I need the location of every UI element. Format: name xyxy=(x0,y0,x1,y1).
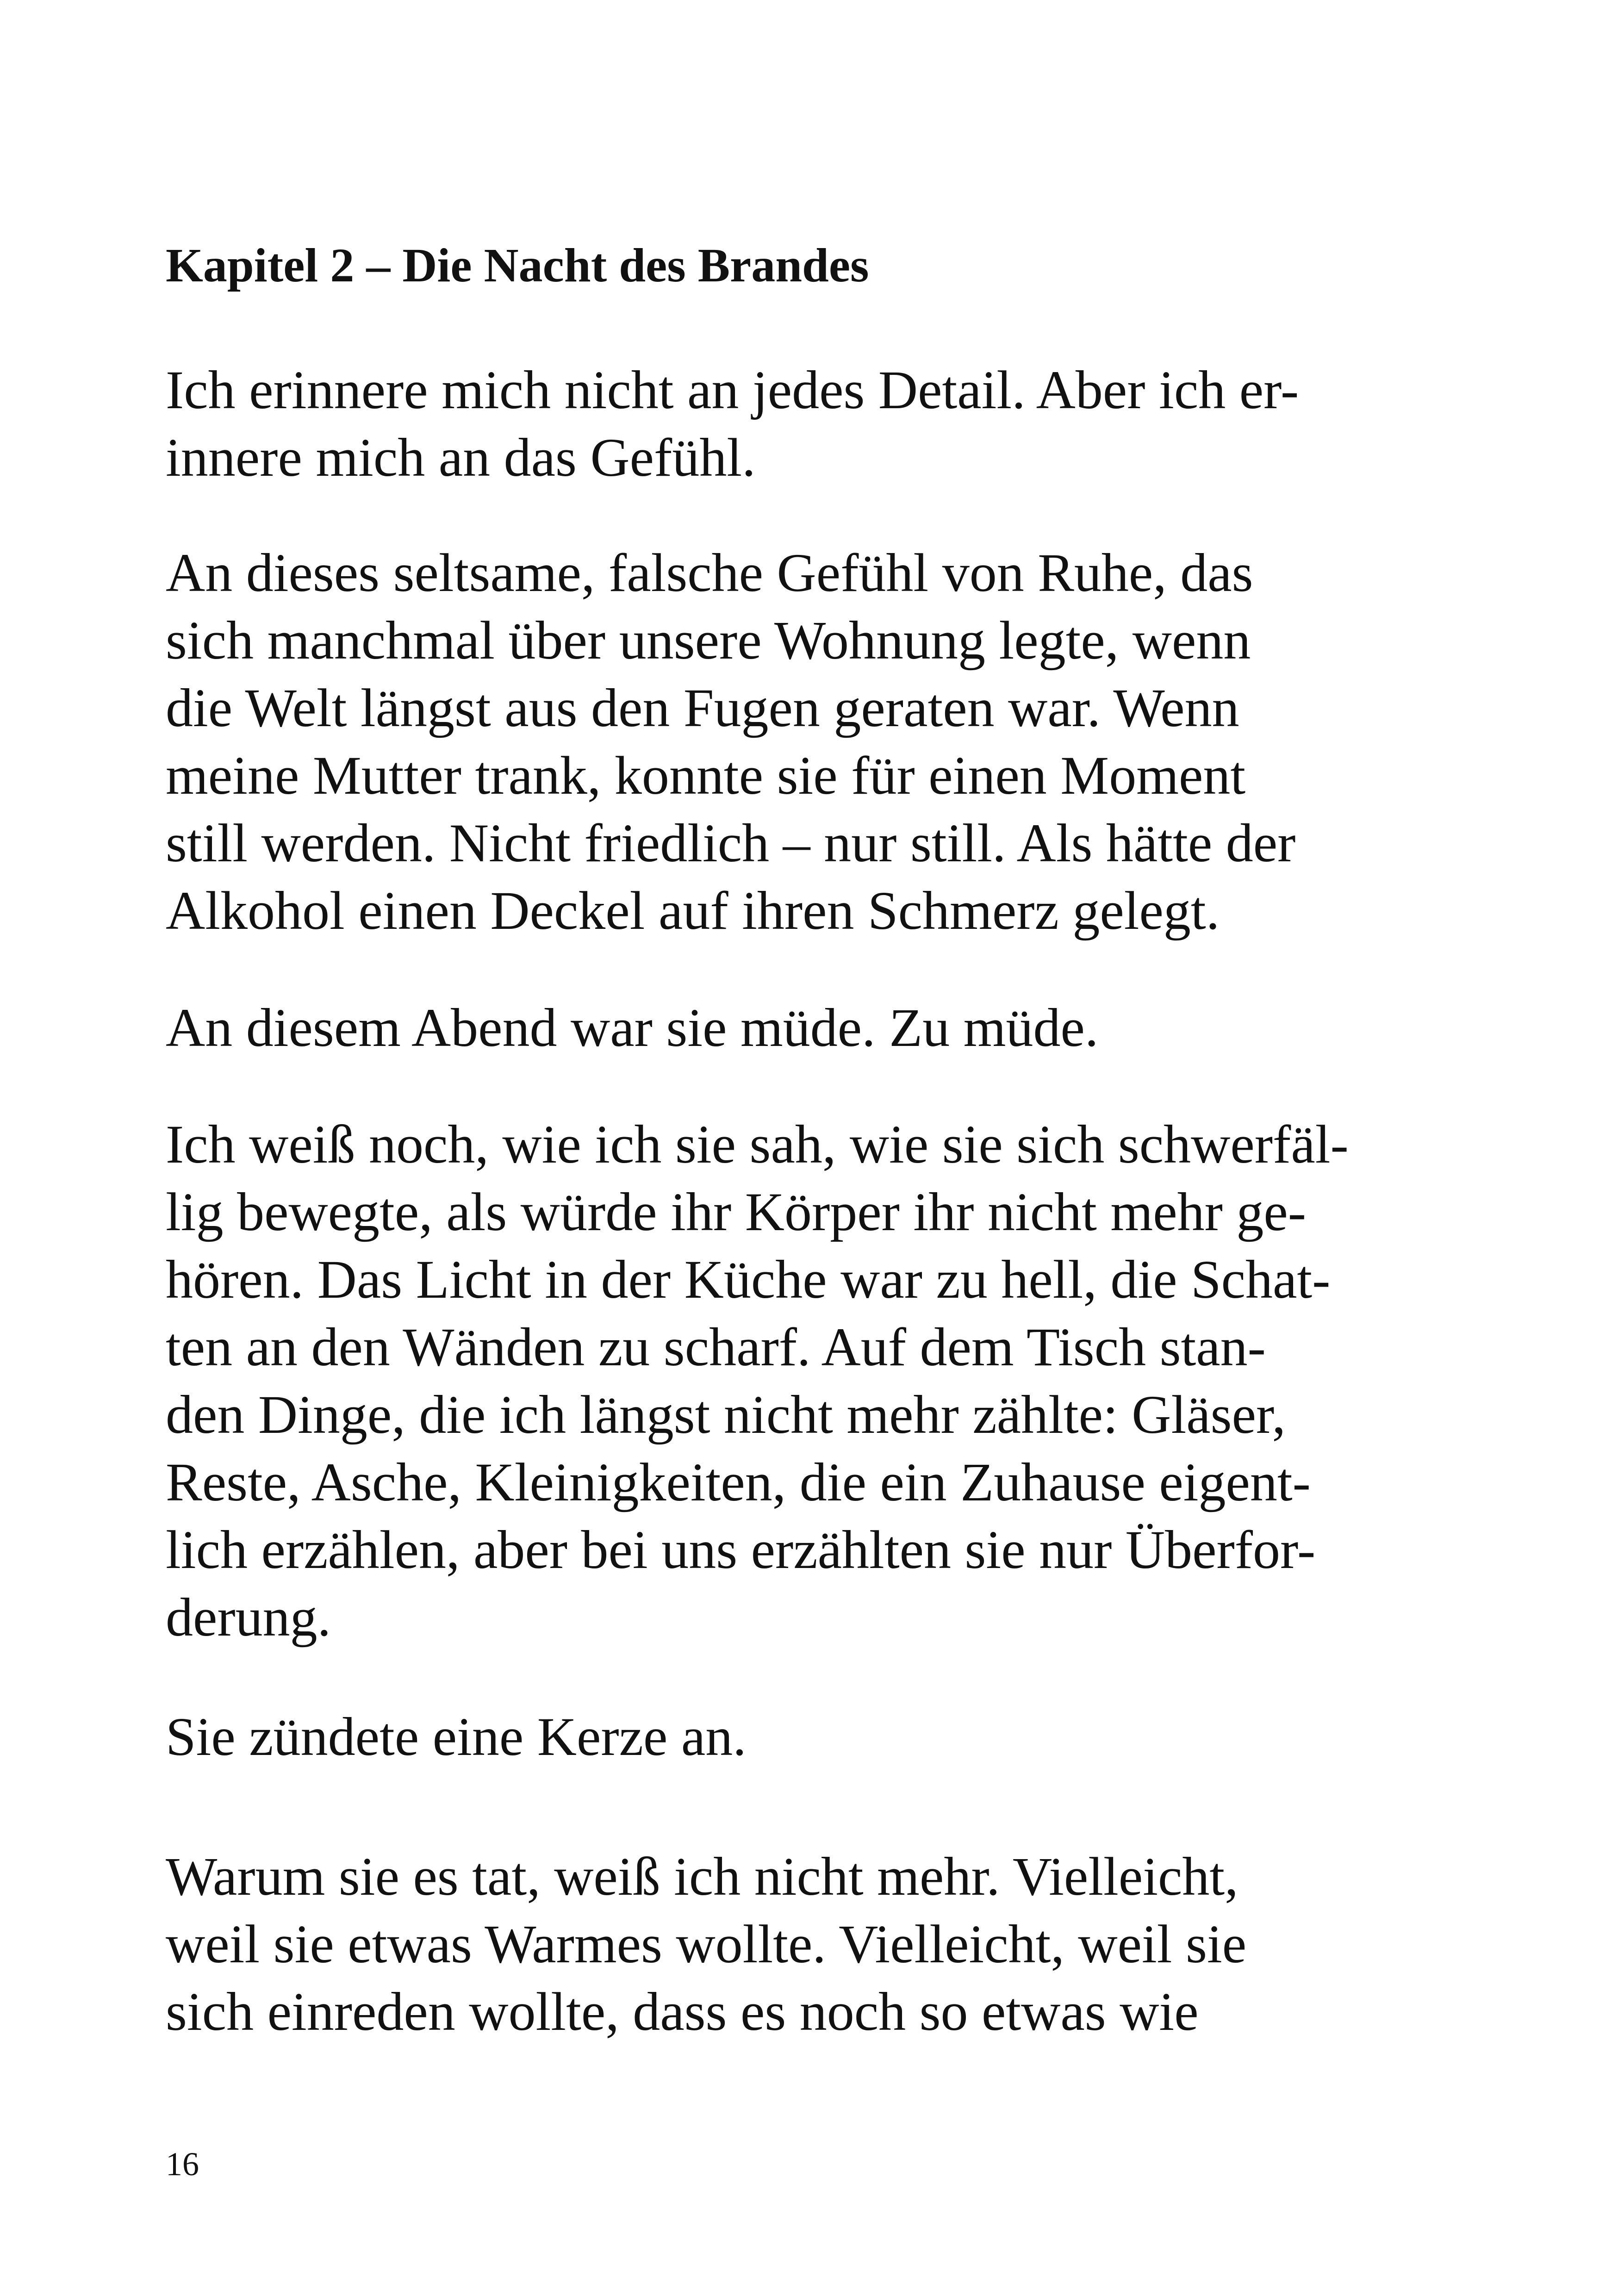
paragraph-3 xyxy=(166,994,1098,1062)
text-line: Sie zündete eine Kerze an. xyxy=(166,1706,747,1767)
text-line: den Dinge, die ich längst nicht mehr zählte: Gläser, xyxy=(166,1384,1286,1445)
text-line: innere mich an das Gefühl. xyxy=(166,427,756,488)
text-line: meine Mutter trank, konnte sie für einen Moment xyxy=(166,745,1246,806)
text-line: Ich weiß noch, wie ich sie sah, wie sie sich schwerfäl- xyxy=(166,1114,1349,1175)
text-line: still werden. Nicht friedlich – nur still. Als hätte der xyxy=(166,813,1296,873)
paragraph-5 xyxy=(166,1703,747,1771)
text-line: ten an den Wänden zu scharf. Auf dem Tisch stan- xyxy=(166,1317,1266,1377)
text-line: sich einreden wollte, dass es noch so etwas wie xyxy=(166,1981,1199,2042)
text-line: derung. xyxy=(166,1587,331,1648)
paragraph-1 xyxy=(166,356,1299,492)
text-line: die Welt längst aus den Fugen geraten war. Wenn xyxy=(166,678,1239,738)
text-line: weil sie etwas Warmes wollte. Vielleicht, weil sie xyxy=(166,1914,1247,1974)
paragraph-6 xyxy=(166,1843,1246,2046)
text-line: sich manchmal über unsere Wohnung legte, wenn xyxy=(166,610,1251,671)
text-line: An dieses seltsame, falsche Gefühl von Ruhe, das xyxy=(166,542,1253,603)
text-line: Ich erinnere mich nicht an jedes Detail. Aber ich er- xyxy=(166,360,1299,420)
text-line: Warum sie es tat, weiß ich nicht mehr. Vielleicht, xyxy=(166,1846,1238,1907)
text-line: hören. Das Licht in der Küche war zu hell, die Schat- xyxy=(166,1249,1331,1310)
text-line: Alkohol einen Deckel auf ihren Schmerz gelegt. xyxy=(166,880,1220,941)
chapter-heading: Kapitel 2 – Die Nacht des Brandes xyxy=(166,239,869,292)
text-line: An diesem Abend war sie müde. Zu müde. xyxy=(166,997,1099,1058)
text-line: lich erzählen, aber bei uns erzählten sie nur Überfor- xyxy=(166,1519,1316,1580)
text-line: lig bewegte, als würde ihr Körper ihr nicht mehr ge- xyxy=(166,1182,1307,1242)
text-line: Reste, Asche, Kleinigkeiten, die ein Zuhause eigent- xyxy=(166,1452,1311,1512)
page-number: 16 xyxy=(166,2146,199,2183)
paragraph-2 xyxy=(166,539,1295,945)
paragraph-4 xyxy=(166,1111,1349,1651)
